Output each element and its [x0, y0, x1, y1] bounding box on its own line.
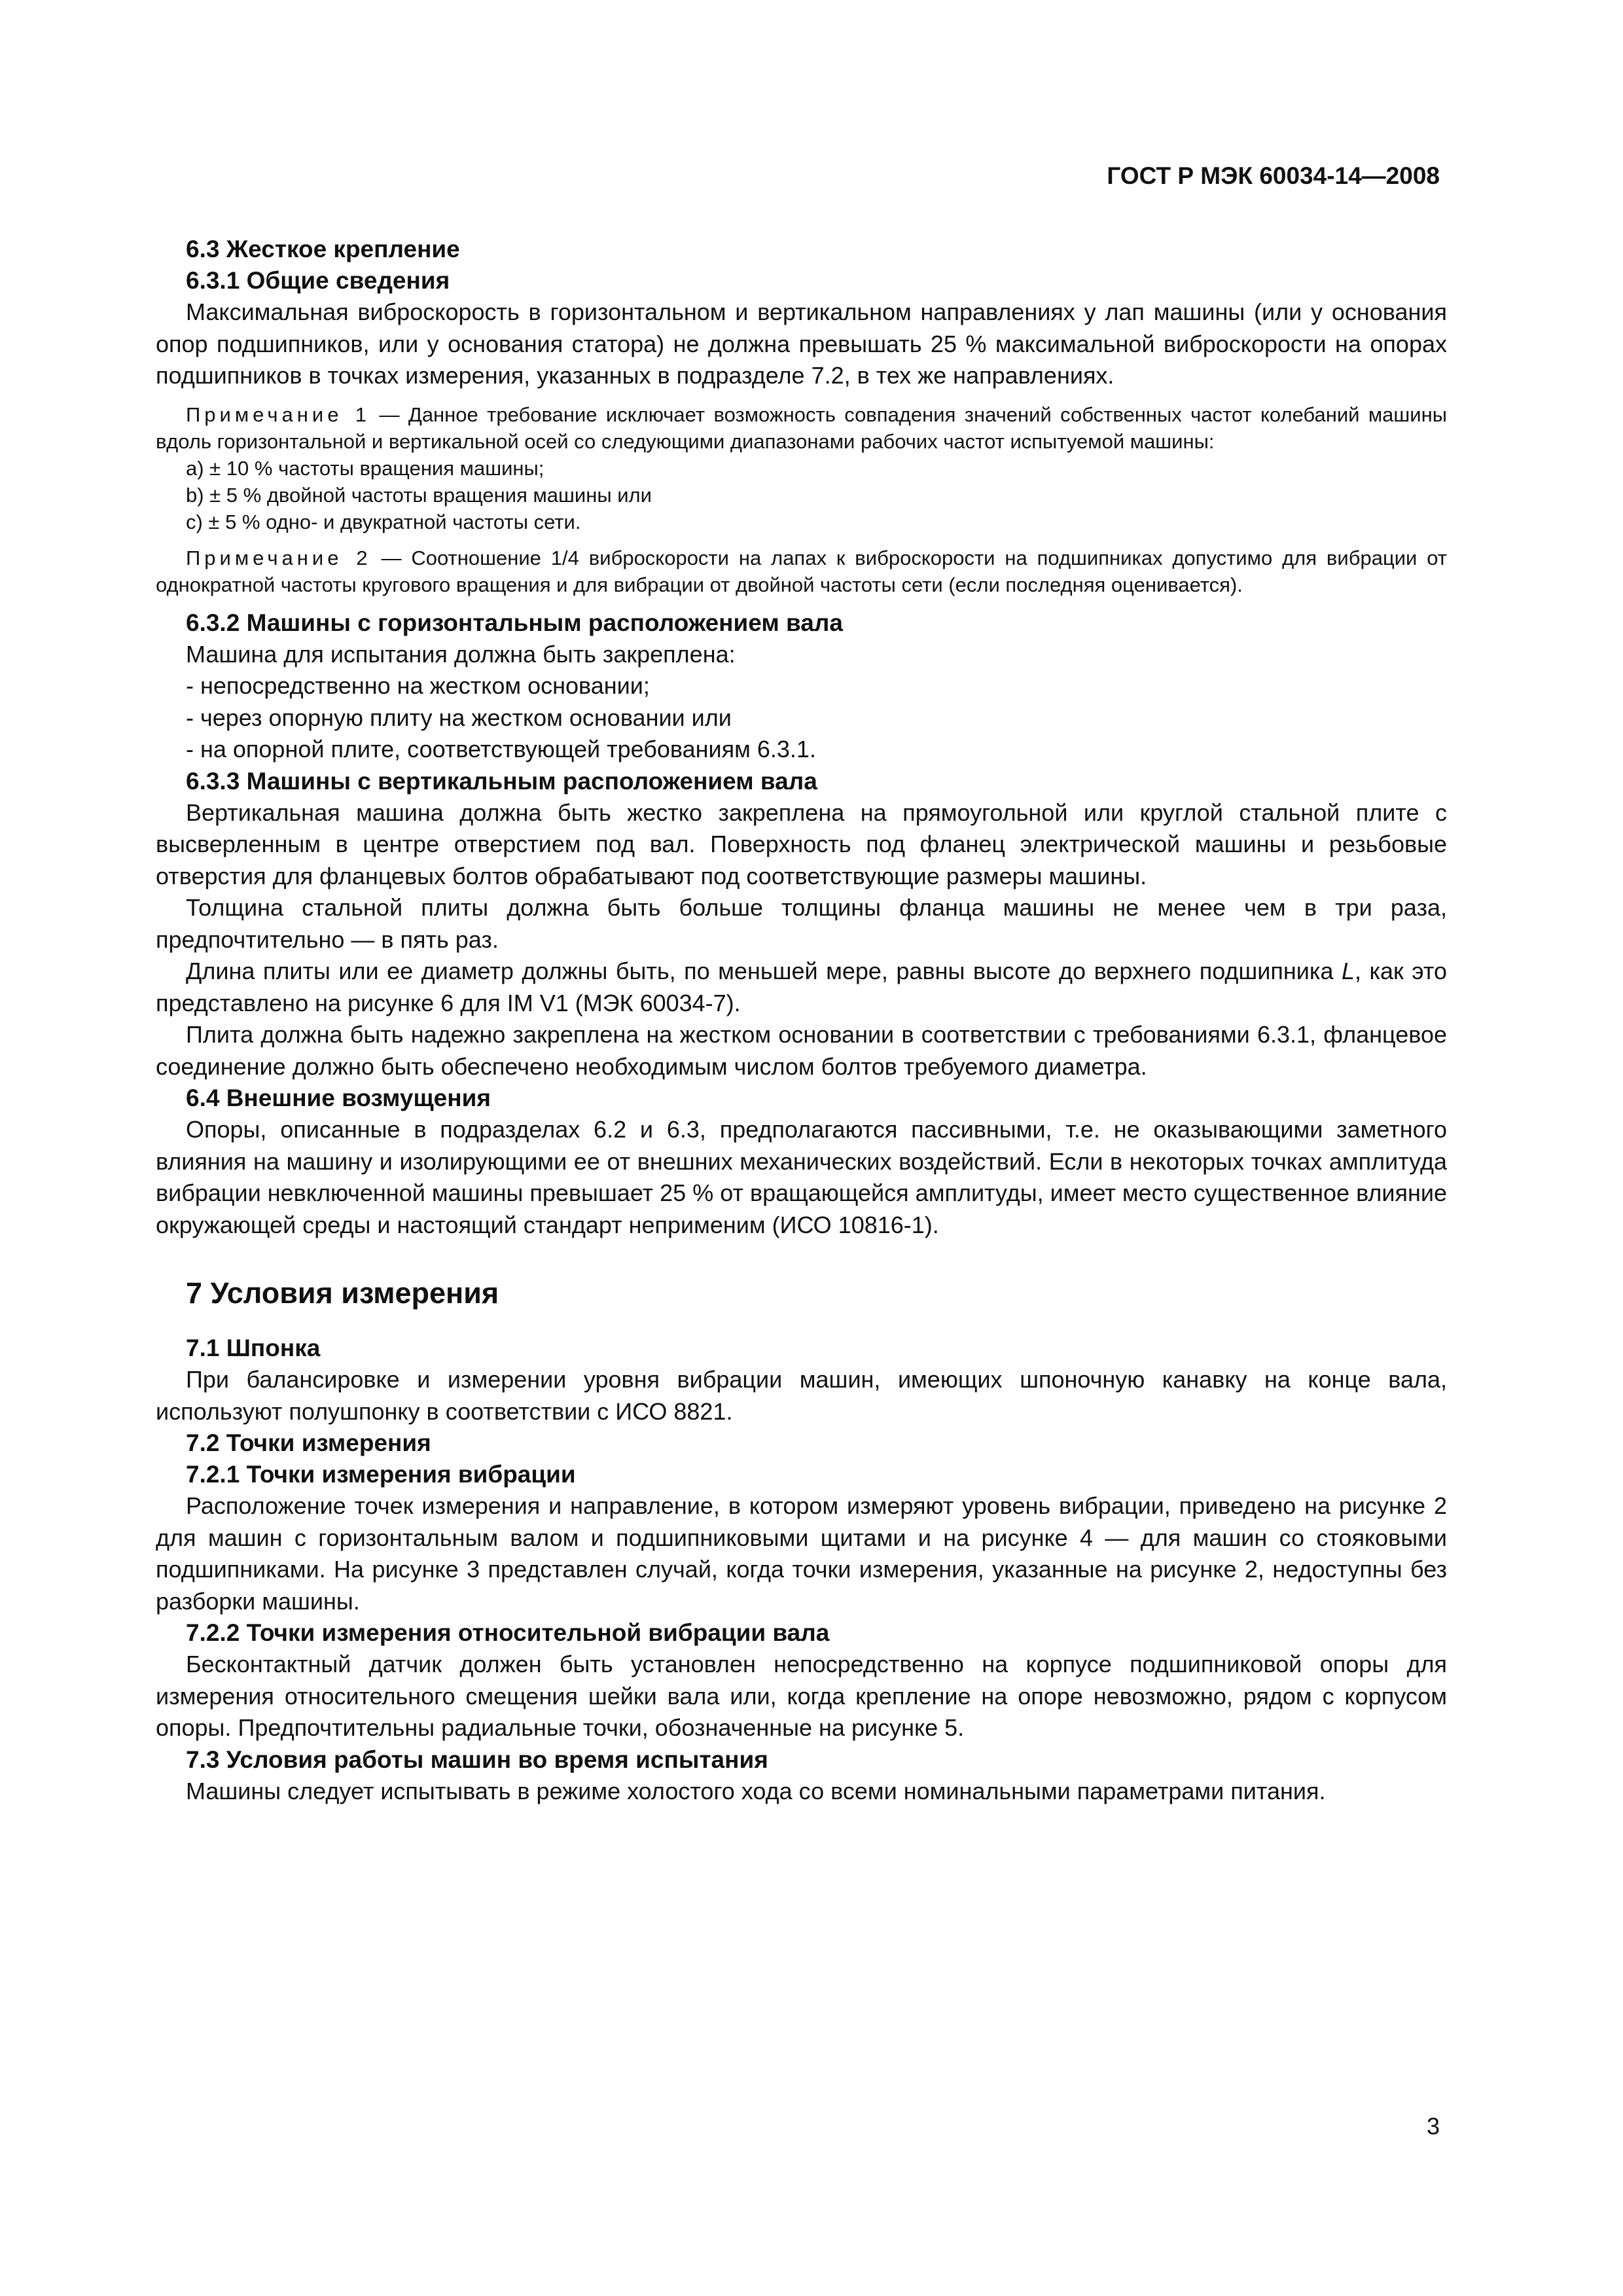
- section-6-3-3-para-4: Плита должна быть надежно закреплена на жестком основании в соответствии с требованиями 6.3.1, фланцевое соединение должно быть обеспечено необходимым числом болтов требуемого диаметра.: [156, 1021, 1447, 1080]
- section-6-3-title: 6.3 Жесткое крепление: [186, 236, 460, 262]
- note-1-text: — Данное требование исключает возможность совпадения значений собственных частот колебаний машины вдоль горизонтальной и вертикальной осей со следующими диапазонами рабочих частот испытуемой машины:: [156, 403, 1447, 453]
- note-2: [156, 545, 1447, 598]
- section-6-4-title: 6.4 Внешние возмущения: [186, 1085, 491, 1111]
- section-7-1-title: 7.1 Шпонка: [186, 1335, 321, 1361]
- section-6-3-2-title: 6.3.2 Машины с горизонтальным расположением вала: [186, 609, 843, 636]
- section-7-3-title: 7.3 Условия работы машин во время испытания: [186, 1746, 768, 1773]
- section-6-3-3-para-1: Вертикальная машина должна быть жестко закреплена на прямоугольной или круглой стальной плите с высверленным в центре отверстием под вал. Поверхность под фланец электрической машины и резьбовые отверстия для фланцевых болтов обрабатывают под соответствующие размеры машины.: [156, 798, 1447, 889]
- section-6-3-1-para: Максимальная виброскорость в горизонтальном и вертикальном направлениях у лап машины (или у основания опор подшипников, или у основания статора) не должна превышать 25 % максимальной виброскорости на опорах подшипников в точках измерения, указанных в подразделе 7.2, в тех же направлениях.: [156, 298, 1447, 389]
- note-1-item-c: c) ± 5 % одно- и двукратной частоты сети.: [186, 510, 581, 533]
- section-7-2-title: 7.2 Точки измерения: [186, 1429, 431, 1456]
- note-1-label: Примечание 1: [186, 403, 371, 426]
- section-6-3-3-title: 6.3.3 Машины с вертикальным расположением вала: [186, 767, 817, 795]
- standard-header: ГОСТ Р МЭК 60034-14—2008: [1107, 162, 1440, 189]
- section-7-1-para: При балансировке и измерении уровня вибрации машин, имеющих шпоночную канавку на конце вала, используют полушпонку в соответствии с ИСО 8821.: [156, 1366, 1447, 1425]
- page-number: 3: [1426, 2113, 1440, 2140]
- section-7-2-1-title: 7.2.1 Точки измерения вибрации: [186, 1461, 576, 1488]
- page-content: [156, 234, 1447, 1807]
- section-6-3-2-item: - на опорной плите, соответствующей требованиям 6.3.1.: [186, 736, 816, 762]
- para-3-part-a: Длина плиты или ее диаметр должны быть, по меньшей мере, равны высоте до верхнего подшипника: [186, 958, 1342, 984]
- note-1-item-a: a) ± 10 % частоты вращения машины;: [186, 456, 544, 480]
- section-6-4-para: Опоры, описанные в подразделах 6.2 и 6.3, предполагаются пассивными, т.е. не оказывающими заметного влияния на машину и изолирующими ее от внешних механических воздействий. Если в некоторых точках амплитуда вибрации невключенной машины превышает 25 % от вращающейся амплитуды, имеет место существенное влияние окружающей среды и настоящий стандарт неприменим (ИСО 10816-1).: [156, 1116, 1447, 1238]
- section-7-2-2-title: 7.2.2 Точки измерения относительной вибрации вала: [186, 1619, 830, 1646]
- section-7-3-para: Машины следует испытывать в режиме холостого хода со всеми номинальными параметрами питания.: [186, 1777, 1326, 1804]
- section-7-2-2-para: Бесконтактный датчик должен быть установлен непосредственно на корпусе подшипниковой опоры для измерения относительного смещения шейки вала или, когда крепление на опоре невозможно, рядом с корпусом опоры. Предпочтительны радиальные точки, обозначенные на рисунке 5.: [156, 1651, 1447, 1741]
- section-6-3-2-item: - непосредственно на жестком основании;: [186, 672, 650, 699]
- section-7-2-1-para: Расположение точек измерения и направление, в котором измеряют уровень вибрации, приведено на рисунке 2 для машин с горизонтальным валом и подшипниковыми щитами и на рисунке 4 — для машин со стояковыми подшипниками. На рисунке 3 представлен случай, когда точки измерения, указанные на рисунке 2, недоступны без разборки машины.: [156, 1492, 1447, 1615]
- section-7-title: 7 Условия измерения: [186, 1276, 499, 1310]
- section-6-3-2-lead: Машина для испытания должна быть закреплена:: [186, 640, 736, 668]
- para-3-part-b: , как это представлено на рисунке 6 для IM V1 (МЭК 60034-7).: [156, 958, 1447, 1016]
- section-6-3-2-item: - через опорную плиту на жестком основании или: [186, 704, 732, 731]
- height-symbol-L: L: [1341, 958, 1355, 984]
- section-6-3-3-para-3: [156, 956, 1447, 1019]
- note-2-text: — Соотношение 1/4 виброскорости на лапах к виброскорости на подшипниках допустимо для вибрации от однократной частоты кругового вращения и для вибрации от двойной частоты сети (если последняя оценивается).: [156, 546, 1447, 596]
- note-1: [156, 401, 1447, 455]
- section-6-3-1-title: 6.3.1 Общие сведения: [186, 267, 450, 294]
- section-6-3-3-para-2: Толщина стальной плиты должна быть больше толщины фланца машины не менее чем в три раза, предпочтительно — в пять раз.: [156, 894, 1447, 953]
- note-2-label: Примечание 2: [186, 546, 372, 569]
- note-1-item-b: b) ± 5 % двойной частоты вращения машины или: [186, 483, 652, 507]
